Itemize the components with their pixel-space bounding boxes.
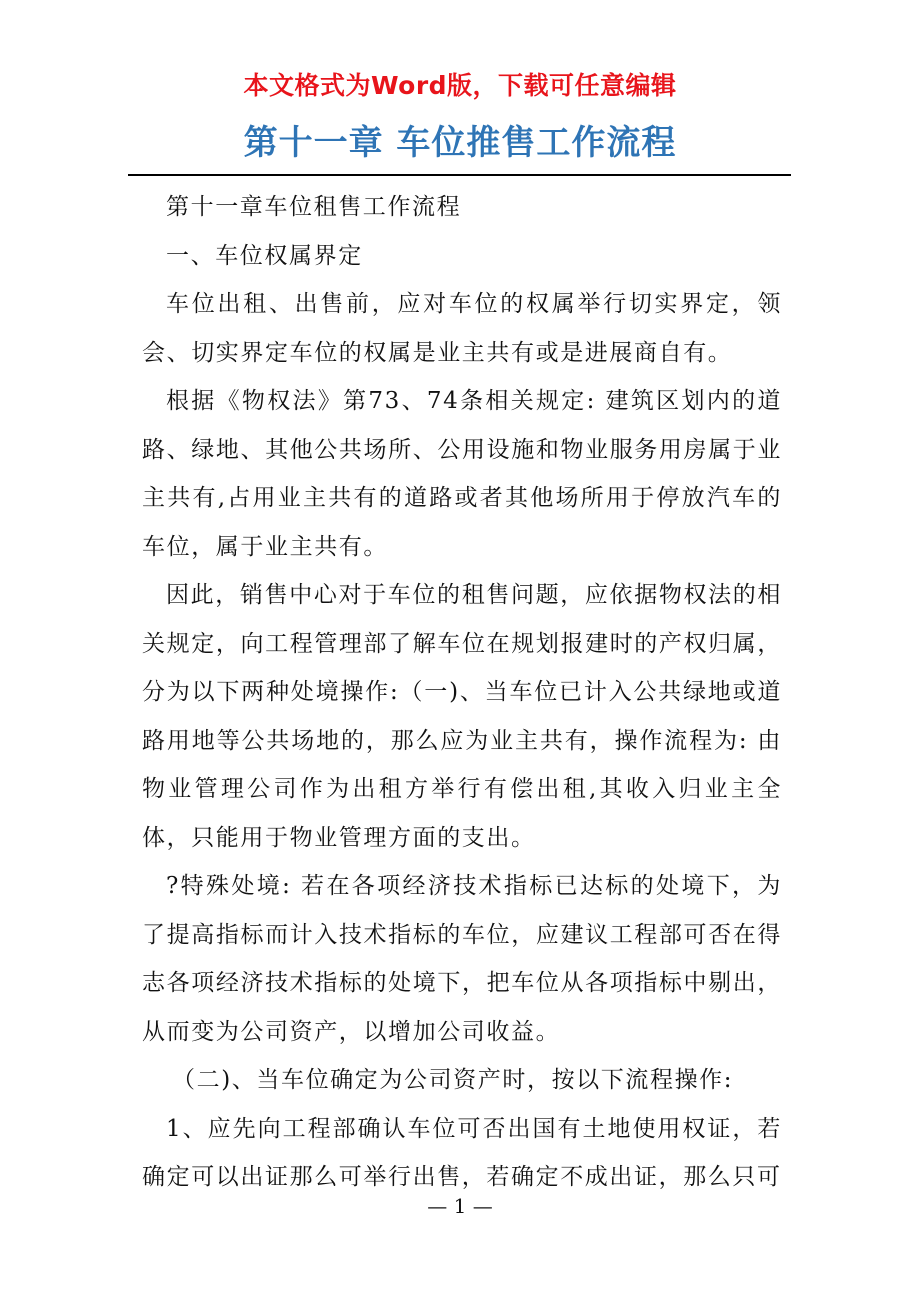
paragraph-chapter-heading: 第十一章车位租售工作流程: [166, 194, 462, 220]
format-notice: 本文格式为Word版，下载可任意编辑: [243, 71, 677, 100]
paragraph-company-asset: （二)、当车位确定为公司资产时，按以下流程操作:: [172, 1067, 734, 1093]
page-title: 第十一章 车位推售工作流程: [243, 123, 677, 163]
document-body: [142, 183, 782, 1202]
page-number: — 1 —: [427, 1194, 493, 1218]
paragraph-property-law: 根据《物权法》第73、74条相关规定: 建筑区划内的道路、绿地、其他公共场所、公用设施和物业服务用房属于业主共有,占用业主共有的道路或者其他场所用于停放汽车的车位，属于业主共有。: [142, 388, 782, 560]
paragraph-section-heading: 一、车位权属界定: [166, 242, 363, 269]
paragraph-ownership: 车位出租、出售前，应对车位的权属举行切实界定，领会、切实界定车位的权属是业主共有或是进展商自有。: [142, 291, 782, 366]
paragraph-operations: 因此，销售中心对于车位的租售问题，应依据物权法的相关规定，向工程管理部了解车位在规划报建时的产权归属，分为以下两种处境操作:（一)、当车位已计入公共绿地或道路用地等公共场地的，那么应为业主共有，操作流程为: 由物业管理公司作为出租方举行有偿出租,其收入归业主全体，只能用于物业管理方面的支出。: [142, 582, 783, 851]
paragraph-special-case: ?特殊处境: 若在各项经济技术指标已达标的处境下，为了提高指标而计入技术指标的车位，应建议工程部可否在得志各项经济技术指标的处境下，把车位从各项指标中剔出，从而变为公司资产，以增加公司收益。: [142, 873, 782, 1045]
title-divider: [128, 174, 791, 176]
paragraph-step-one: 1、应先向工程部确认车位可否出国有土地使用权证，若确定可以出证那么可举行出售，若确定不成出证，那么只可: [142, 1115, 782, 1190]
